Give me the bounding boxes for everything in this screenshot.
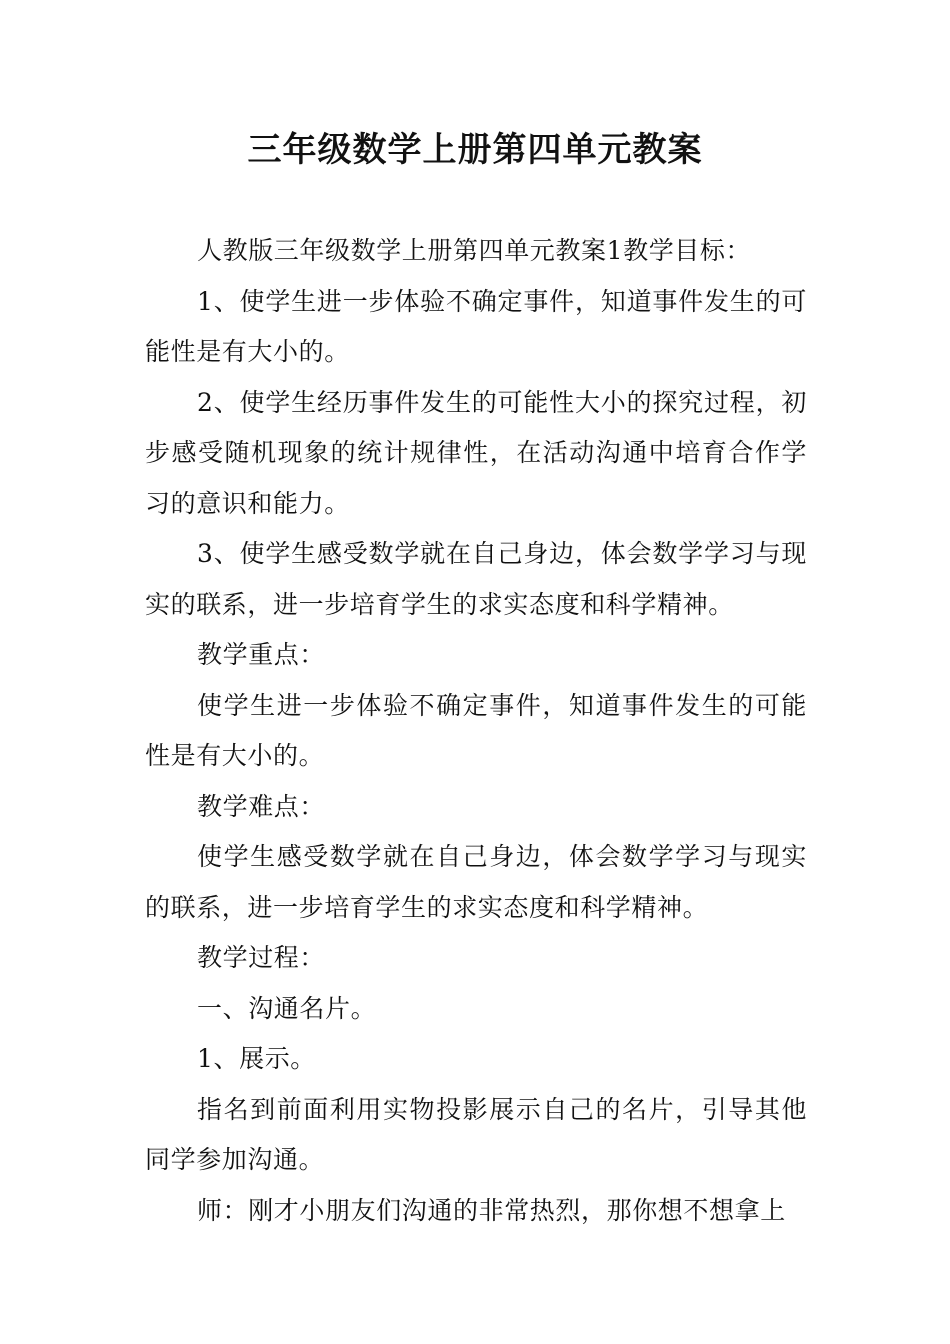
paragraph-step-1: 指名到前面利用实物投影展示自己的名片，引导其他同学参加沟通。	[145, 1094, 807, 1174]
paragraph-goal-1: 1、使学生进一步体验不确定事件，知道事件发生的可能性是有大小的。	[145, 286, 807, 366]
heading-difficulties: 教学难点：	[197, 791, 326, 821]
page-title: 三年级数学上册第四单元教案	[247, 130, 703, 170]
paragraph-goal-3: 3、使学生感受数学就在自己身边，体会数学学习与现实的联系，进一步培育学生的求实态度和科学精神。	[145, 539, 807, 619]
paragraph-intro: 人教版三年级数学上册第四单元教案1教学目标：	[197, 236, 752, 265]
document-body	[145, 226, 807, 1236]
section-heading-1: 一、沟通名片。	[197, 993, 377, 1023]
paragraph-key-points: 使学生进一步体验不确定事件，知道事件发生的可能性是有大小的。	[145, 690, 807, 770]
paragraph-goal-2: 2、使学生经历事件发生的可能性大小的探究过程，初步感受随机现象的统计规律性，在活动沟通中培育合作学习的意识和能力。	[145, 387, 807, 518]
paragraph-teacher: 师：刚才小朋友们沟通的非常热烈，那你想不想拿上	[197, 1195, 786, 1225]
paragraph-difficulties: 使学生感受数学就在自己身边，体会数学学习与现实的联系，进一步培育学生的求实态度和科学精神。	[145, 842, 807, 922]
heading-key-points: 教学重点：	[197, 640, 326, 669]
heading-process: 教学过程：	[197, 943, 326, 972]
step-heading-1: 1、展示。	[197, 1044, 316, 1073]
